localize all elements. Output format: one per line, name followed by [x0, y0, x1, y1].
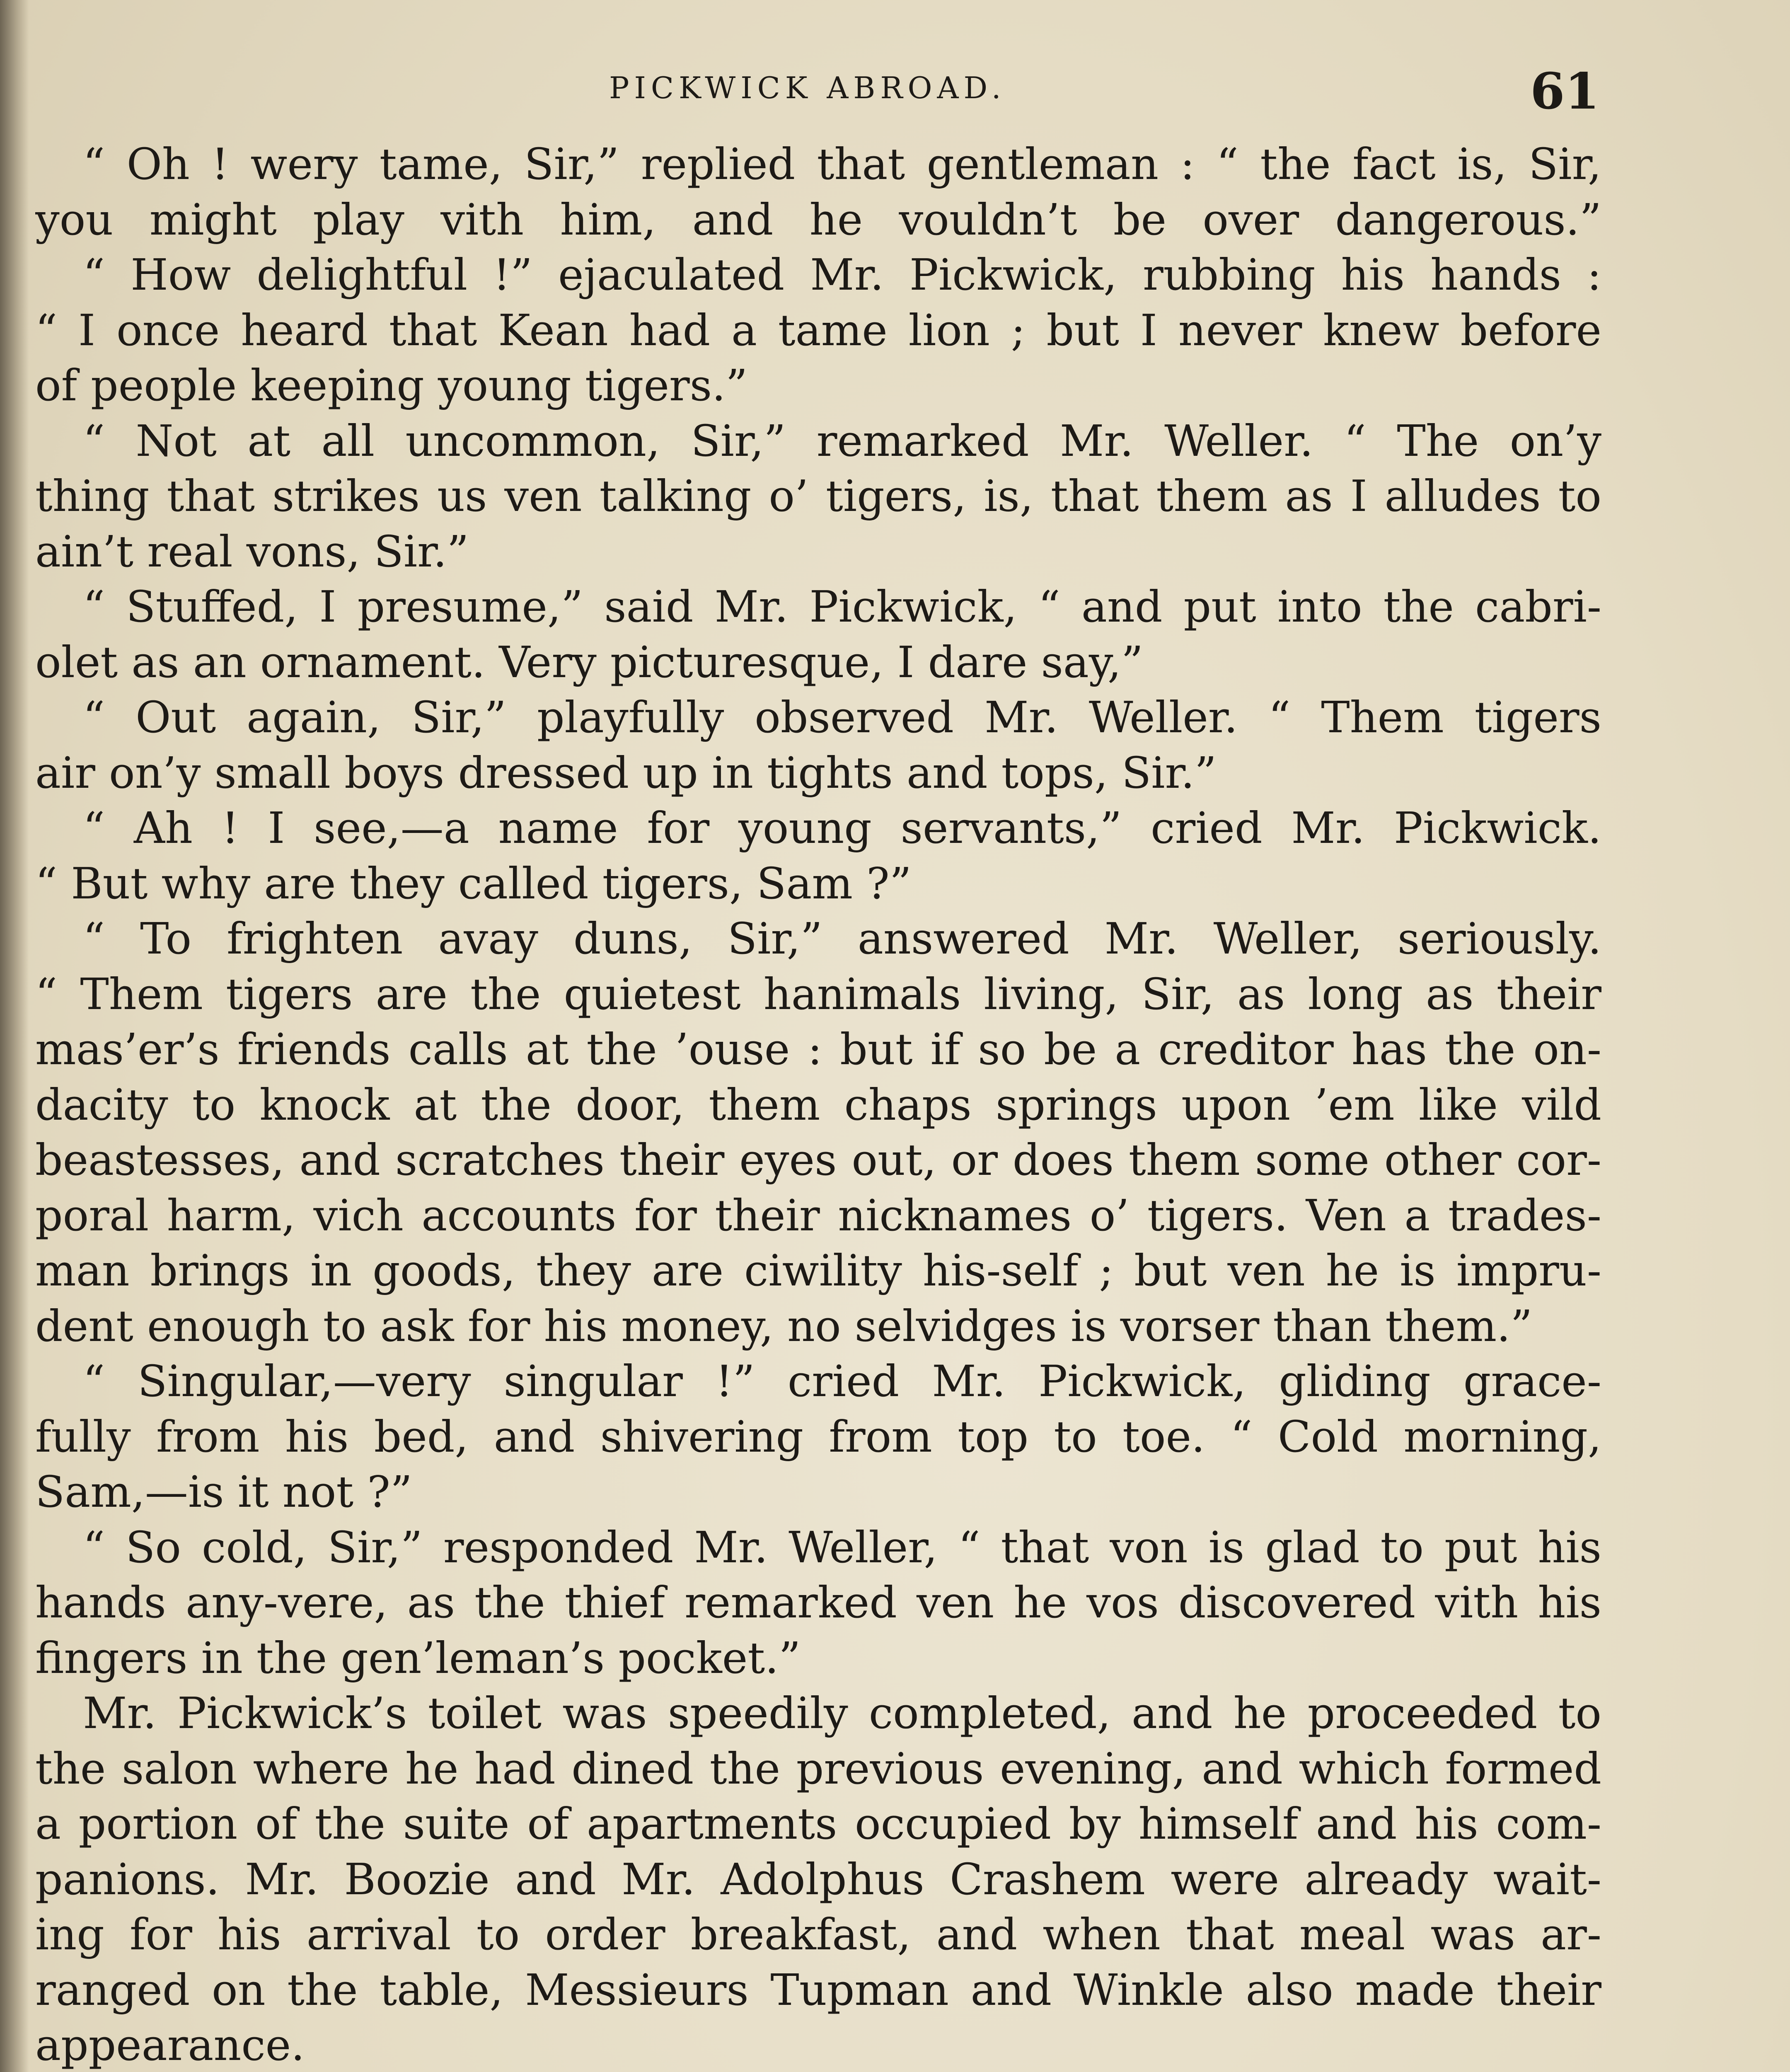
text-line: “ How delightful !” ejaculated Mr. Pickwick, rubbing his hands :: [83, 249, 1601, 300]
text-line: “ Not at all uncommon, Sir,” remarked Mr. Weller. “ The on’y: [83, 415, 1601, 466]
text-line: dent enough to ask for his money, no selvidges is vorser than them.”: [35, 1300, 1533, 1351]
text-line: “ Them tigers are the quietest hanimals living, Sir, as long as their: [35, 968, 1601, 1019]
text-line: fully from his bed, and shivering from top to toe. “ Cold morning,: [35, 1411, 1601, 1462]
page-binding-edge: [0, 0, 29, 2072]
text-line: thing that strikes us ven talking o’ tigers, is, that them as I alludes to: [35, 471, 1601, 521]
text-line: “ But why are they called tigers, Sam ?”: [35, 858, 912, 909]
text-line: “ To frighten avay duns, Sir,” answered Mr. Weller, seriously.: [83, 913, 1601, 964]
running-title: PICKWICK ABROAD.: [609, 70, 1006, 105]
text-line: a portion of the suite of apartments occupied by himself and his com-: [35, 1798, 1601, 1849]
text-line: ing for his arrival to order breakfast, and when that meal was ar-: [35, 1909, 1601, 1960]
text-line: man brings in goods, they are ciwility his-self ; but ven he is impru-: [35, 1245, 1601, 1296]
text-line: “ I once heard that Kean had a tame lion ; but I never knew before: [35, 305, 1601, 356]
text-line: you might play vith him, and he vouldn’t be over dangerous.”: [35, 194, 1601, 245]
page-number: 61: [1530, 62, 1599, 121]
text-line: “ Oh ! wery tame, Sir,” replied that gentleman : “ the fact is, Sir,: [83, 139, 1601, 189]
text-line: Mr. Pickwick’s toilet was speedily completed, and he proceeded to: [83, 1688, 1601, 1738]
text-line: “ Stuffed, I presume,” said Mr. Pickwick, “ and put into the cabri-: [83, 581, 1601, 632]
body-text: [35, 137, 1601, 2072]
text-line: appearance.: [35, 2020, 305, 2070]
text-line: ranged on the table, Messieurs Tupman and Winkle also made their: [35, 1964, 1601, 2015]
text-line: air on’y small boys dressed up in tights and tops, Sir.”: [35, 747, 1217, 798]
text-line: Sam,—is it not ?”: [35, 1467, 413, 1517]
text-line: panions. Mr. Boozie and Mr. Adolphus Crashem were already wait-: [35, 1854, 1601, 1905]
text-line: dacity to knock at the door, them chaps springs upon ’em like vild: [35, 1079, 1601, 1130]
text-line: “ Ah ! I see,—a name for young servants,” cried Mr. Pickwick.: [83, 803, 1601, 853]
text-line: fingers in the gen’leman’s pocket.”: [35, 1632, 801, 1683]
text-line: olet as an ornament. Very picturesque, I dare say,”: [35, 637, 1144, 687]
text-line: the salon where he had dined the previous evening, and which formed: [35, 1743, 1601, 1794]
text-line: ain’t real vons, Sir.”: [35, 526, 469, 577]
text-line: “ Singular,—very singular !” cried Mr. Pickwick, gliding grace-: [83, 1356, 1601, 1406]
text-line: “ So cold, Sir,” responded Mr. Weller, “ that von is glad to put his: [83, 1522, 1601, 1573]
text-line: beastesses, and scratches their eyes out, or does them some other cor-: [35, 1135, 1601, 1185]
text-line: mas’er’s friends calls at the ’ouse : but if so be a creditor has the on-: [35, 1024, 1601, 1075]
text-line: of people keeping young tigers.”: [35, 360, 748, 411]
text-line: “ Out again, Sir,” playfully observed Mr. Weller. “ Them tigers: [83, 692, 1601, 743]
text-line: hands any-vere, as the thief remarked ven he vos discovered vith his: [35, 1577, 1601, 1628]
running-head: [0, 62, 1790, 121]
text-line: poral harm, vich accounts for their nicknames o’ tigers. Ven a trades-: [35, 1190, 1601, 1241]
